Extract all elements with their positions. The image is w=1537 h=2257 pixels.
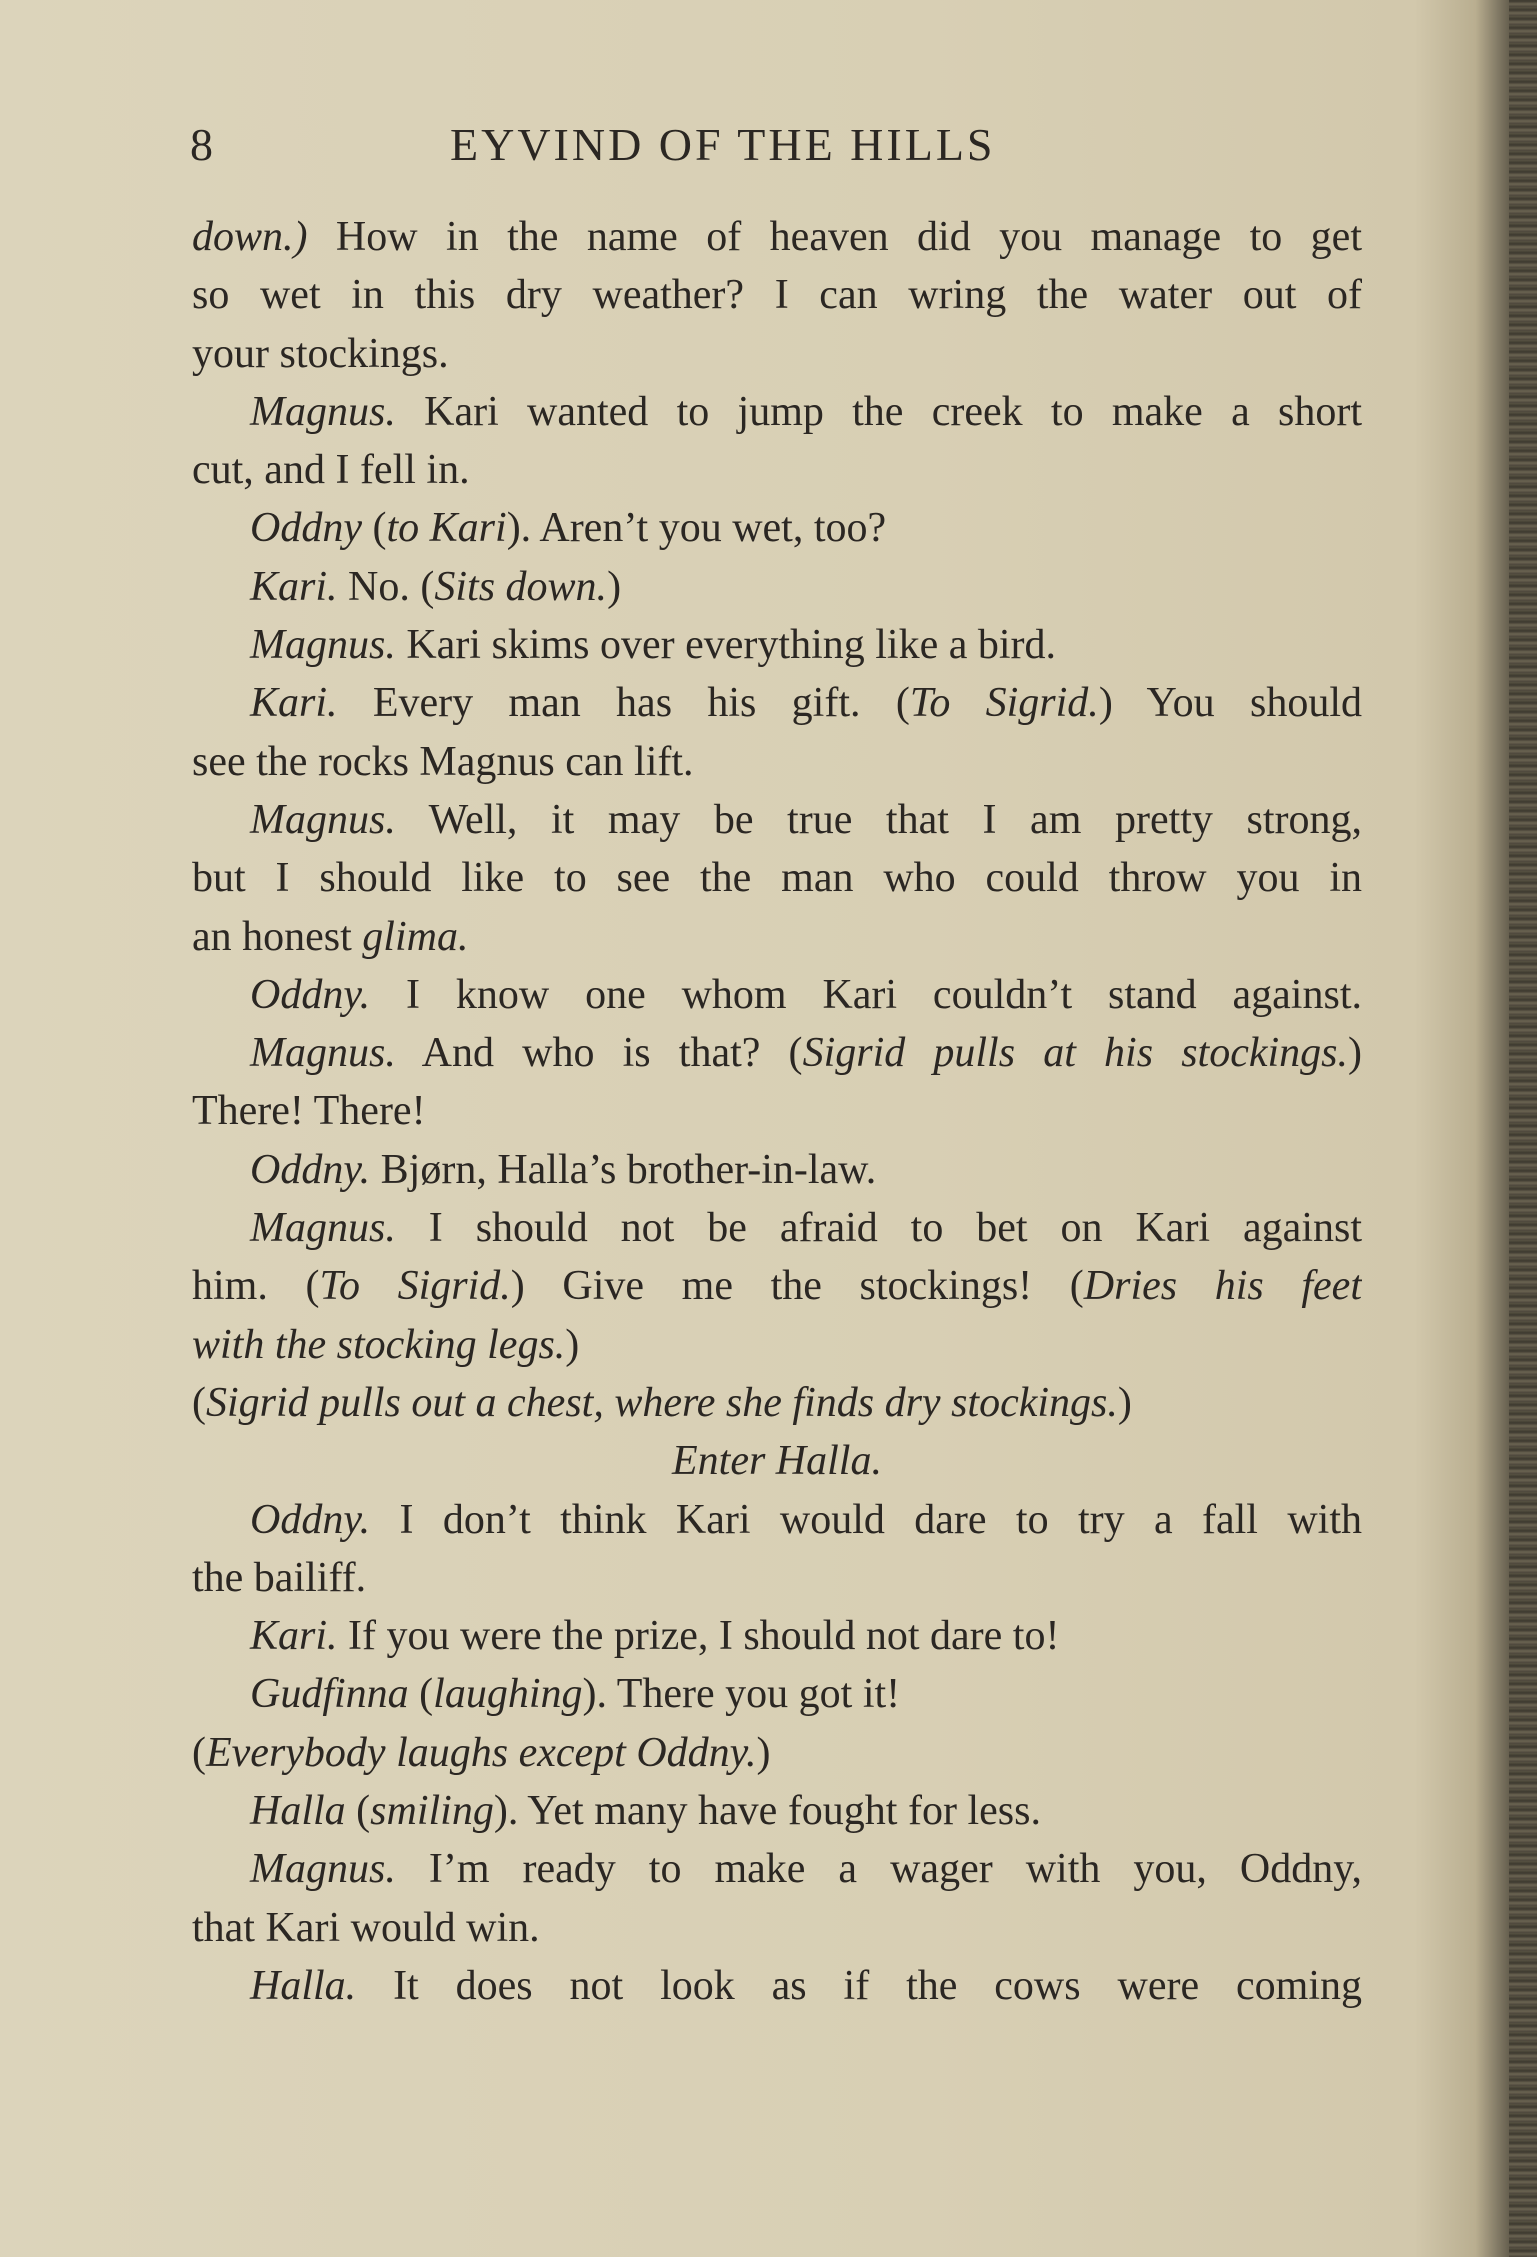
- dialogue-line: Oddny. I don’t think Kari would dare to try a fall with: [250, 1496, 1362, 1543]
- stage-direction: Sits down.: [434, 563, 608, 610]
- speaker-name: Magnus.: [250, 1846, 396, 1893]
- speaker-name: Oddny.: [250, 971, 371, 1018]
- text-line: that Kari would win.: [192, 1904, 540, 1951]
- speaker-name: Oddny.: [250, 1496, 371, 1543]
- dialogue-line: Kari. If you were the prize, I should not dare to!: [250, 1613, 1060, 1660]
- dialogue-line: Gudfinna (laughing). There you got it!: [250, 1671, 901, 1718]
- text-line: cut, and I fell in.: [192, 447, 470, 494]
- text-line: with the stocking legs.): [192, 1321, 580, 1368]
- running-title: EYVIND OF THE HILLS: [450, 119, 996, 170]
- text-line: the bailiff.: [192, 1554, 367, 1601]
- dialogue-line: Halla. It does not look as if the cows were coming: [250, 1962, 1362, 2009]
- speaker-name: Magnus.: [250, 388, 396, 435]
- running-header: [190, 118, 1360, 188]
- text-line: so wet in this dry weather? I can wring the water out of: [192, 272, 1362, 319]
- speaker-name: Oddny.: [250, 1146, 371, 1193]
- dialogue-line: Magnus. Kari skims over everything like a bird.: [250, 622, 1057, 669]
- speaker-name: Oddny: [250, 505, 362, 552]
- stage-direction: with the stocking legs.: [192, 1321, 566, 1368]
- text-line: him. (To Sigrid.) Give me the stockings! (Dries his feet: [192, 1263, 1362, 1310]
- text-line: an honest glima.: [192, 913, 469, 960]
- text-line: There! There!: [192, 1088, 426, 1135]
- dialogue-line: Halla (smiling). Yet many have fought for less.: [250, 1788, 1041, 1835]
- stage-direction: Everybody laughs except Oddny.: [206, 1729, 757, 1776]
- stage-direction: to Kari: [386, 505, 507, 552]
- speaker-name: Gudfinna: [250, 1671, 409, 1718]
- dialogue-line: Magnus. And who is that? (Sigrid pulls at his stockings.): [250, 1030, 1362, 1077]
- stage-direction: To Sigrid.: [909, 680, 1099, 727]
- stage-direction: Dries his feet: [1083, 1263, 1362, 1310]
- speaker-name: Magnus.: [250, 1205, 396, 1252]
- dialogue-line: Oddny. Bjørn, Halla’s brother-in-law.: [250, 1146, 877, 1193]
- entrance-direction: Enter Halla.: [672, 1438, 882, 1485]
- speaker-name: Kari.: [250, 563, 338, 610]
- dialogue-line: Oddny (to Kari). Aren’t you wet, too?: [250, 505, 887, 552]
- foreign-word: glima.: [362, 913, 469, 960]
- speaker-name: Halla: [250, 1788, 346, 1835]
- text-line: down.) How in the name of heaven did you manage to get: [192, 214, 1362, 260]
- stage-direction: laughing: [433, 1671, 583, 1718]
- speaker-name: Halla.: [250, 1962, 357, 2009]
- stage-direction: down.): [192, 214, 308, 260]
- dialogue-line: Magnus. I should not be afraid to bet on Kari against: [250, 1205, 1362, 1252]
- dialogue-line: Oddny. I know one whom Kari couldn’t stand against.: [250, 971, 1362, 1018]
- stage-direction: Sigrid pulls out a chest, where she finds dry stockings.: [206, 1379, 1118, 1426]
- stage-direction: Sigrid pulls at his stockings.: [802, 1030, 1349, 1077]
- dialogue-line: Magnus. I’m ready to make a wager with you, Oddny,: [250, 1846, 1362, 1893]
- page-edge-shadow: [1509, 0, 1537, 2257]
- dialogue-line: Kari. Every man has his gift. (To Sigrid.) You should: [250, 680, 1362, 727]
- text-line: your stockings.: [192, 330, 449, 377]
- speaker-name: Kari.: [250, 680, 338, 727]
- body-text: [192, 208, 1362, 2015]
- text-line: but I should like to see the man who could throw you in: [192, 855, 1362, 902]
- stage-direction: smiling: [370, 1788, 494, 1835]
- speaker-name: Magnus.: [250, 622, 396, 669]
- stage-direction: To Sigrid.: [319, 1263, 511, 1310]
- stage-direction-line: (Everybody laughs except Oddny.): [192, 1729, 771, 1776]
- dialogue-line: Magnus. Kari wanted to jump the creek to make a short: [250, 388, 1362, 435]
- dialogue-line: Kari. No. (Sits down.): [250, 563, 622, 610]
- speaker-name: Kari.: [250, 1613, 338, 1660]
- speaker-name: Magnus.: [250, 796, 396, 843]
- dialogue-line: Magnus. Well, it may be true that I am pretty strong,: [250, 796, 1362, 843]
- stage-direction-line: (Sigrid pulls out a chest, where she finds dry stockings.): [192, 1379, 1132, 1426]
- speaker-name: Magnus.: [250, 1030, 396, 1077]
- text-line: see the rocks Magnus can lift.: [192, 738, 694, 785]
- page-number: 8: [190, 119, 214, 170]
